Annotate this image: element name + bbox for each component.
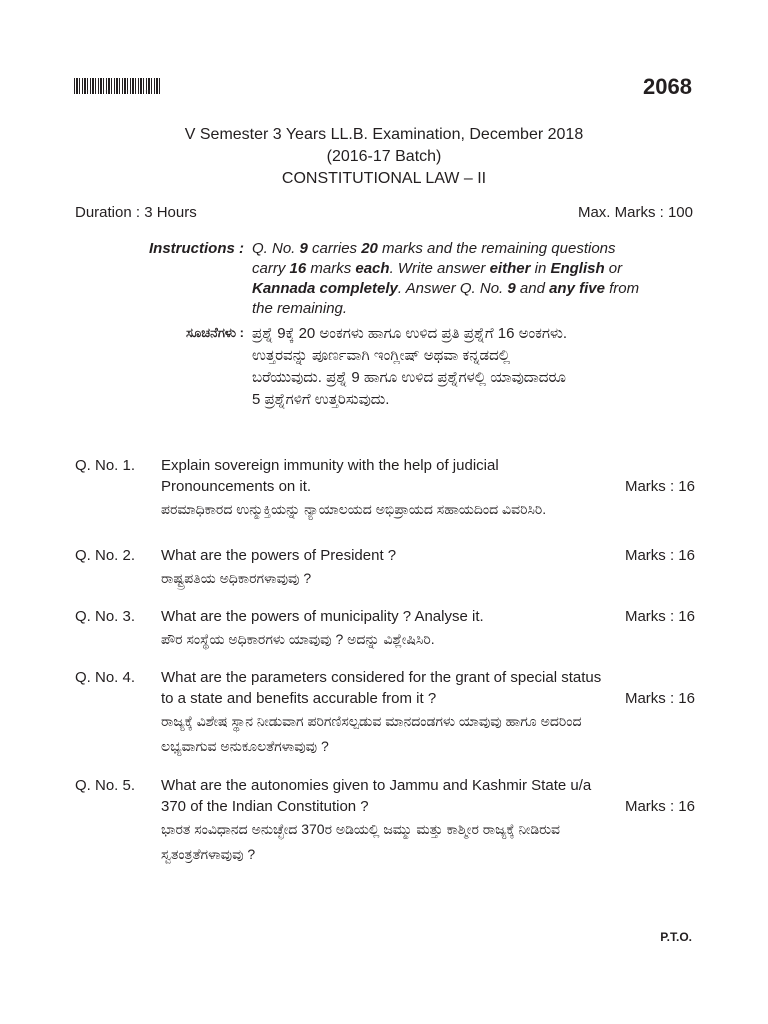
instr-part: in <box>530 260 551 277</box>
question-body <box>161 667 607 759</box>
instructions-label-kannada: ಸೂಚನೆಗಳು : <box>186 325 244 340</box>
question-body <box>161 545 607 591</box>
question-number: Q. No. 2. <box>75 547 136 564</box>
pto-label: P.T.O. <box>660 930 692 944</box>
instr-part: Q. No. <box>252 240 300 257</box>
instructions-label: Instructions : <box>148 240 244 257</box>
exam-batch: (2016-17 Batch) <box>326 148 442 165</box>
instructions-english <box>75 239 675 319</box>
instructions-kannada <box>75 323 675 411</box>
question-text-english: What are the parameters considered for the grant of special status to a state and benefits accurable from it ? <box>161 669 602 707</box>
question-text-english: What are the autonomies given to Jammu and Kashmir State u/a 370 of the Indian Constitution ? <box>161 777 592 815</box>
instructions-text <box>252 239 652 319</box>
kannada-line: ಪ್ರಶ್ನೆ 9ಕ್ಕೆ 20 ಅಂಕಗಳು ಹಾಗೂ ಉಳಿದ ಪ್ರತಿ ಪ್ರಶ್ನೆಗೆ 16 ಅಂಕಗಳು. <box>252 325 568 342</box>
instr-part: carries <box>307 240 362 257</box>
max-marks: Max. Marks : 100 <box>577 204 693 221</box>
instructions <box>75 239 675 411</box>
question-text-english: What are the powers of President ? <box>161 547 397 564</box>
question-marks: Marks : 16 <box>624 798 695 815</box>
instr-part: from the remaining. <box>252 280 640 317</box>
instr-bold: any five <box>549 280 605 297</box>
question-item <box>75 545 695 591</box>
question-number: Q. No. 5. <box>75 777 136 794</box>
question-marks: Marks : 16 <box>624 690 695 707</box>
question-item <box>75 455 695 522</box>
question-body <box>161 455 607 522</box>
instr-part: marks and the remaining questions carry <box>252 240 616 277</box>
instr-bold: 9 <box>299 240 308 257</box>
question-body <box>161 775 607 867</box>
instr-part: marks <box>306 260 356 277</box>
instr-part: and <box>515 280 550 297</box>
question-marks: Marks : 16 <box>624 478 695 495</box>
question-text-english: What are the powers of municipality ? Analyse it. <box>161 608 484 625</box>
question-text-kannada: ರಾಜ್ಯಕ್ಕೆ ವಿಶೇಷ ಸ್ಥಾನ ನೀಡುವಾಗ ಪರಿಗಣಿಸಲ್ಪಡುವ ಮಾನದಂಡಗಳು ಯಾವುವು ಹಾಗೂ ಅದರಿಂದ ಲಭ್ಯವಾಗುವ ಅನುಕೂಲತೆಗಳಾವುವು ? <box>161 713 582 754</box>
instr-bold: Kannada completely <box>252 280 398 297</box>
exam-subject: CONSTITUTIONAL LAW – II <box>281 170 487 187</box>
duration: Duration : 3 Hours <box>75 204 197 221</box>
question-text-kannada: ಪೌರ ಸಂಸ್ಥೆಯ ಅಧಿಕಾರಗಳು ಯಾವುವು ? ಅದನ್ನು ವಿಶ್ಲೇಷಿಸಿರಿ. <box>161 631 435 647</box>
instr-part: or <box>604 260 623 277</box>
exam-meta <box>75 204 693 221</box>
question-number: Q. No. 1. <box>75 457 136 474</box>
kannada-line: ಉತ್ತರವನ್ನು ಪೂರ್ಣವಾಗಿ ಇಂಗ್ಲೀಷ್ ಅಥವಾ ಕನ್ನಡದಲ್ಲಿ <box>252 347 511 364</box>
question-text-kannada: ರಾಷ್ಟ್ರಪತಿಯ ಅಧಿಕಾರಗಳಾವುವು ? <box>161 570 312 586</box>
question-marks: Marks : 16 <box>624 608 695 625</box>
question-body <box>161 606 607 652</box>
question-number: Q. No. 3. <box>75 608 136 625</box>
question-list <box>75 455 695 867</box>
instr-part: . Write answer <box>389 260 490 277</box>
question-item <box>75 667 695 759</box>
paper-code: 2068 <box>643 74 692 99</box>
exam-title: V Semester 3 Years LL.B. Examination, December 2018 <box>184 126 584 143</box>
instructions-text-kannada <box>252 323 652 411</box>
question-marks: Marks : 16 <box>624 547 695 564</box>
exam-header <box>0 124 768 190</box>
question-text-english: Explain sovereign immunity with the help of judicial Pronouncements on it. <box>161 457 499 495</box>
instr-part: . Answer Q. No. <box>397 280 508 297</box>
question-item <box>75 606 695 652</box>
question-number: Q. No. 4. <box>75 669 136 686</box>
question-text-kannada: ಭಾರತ ಸಂವಿಧಾನದ ಅನುಚ್ಛೇದ 370ರ ಅಡಿಯಲ್ಲಿ ಜಮ್ಮು ಮತ್ತು ಕಾಶ್ಮೀರ ರಾಜ್ಯಕ್ಕೆ ನೀಡಿರುವ ಸ್ವತಂತ್ರತೆಗಳಾವುವು ? <box>161 821 561 862</box>
instr-bold: 20 <box>361 240 378 257</box>
instr-bold: English <box>550 260 605 277</box>
instr-bold: 9 <box>507 280 516 297</box>
instr-bold: each <box>355 260 390 277</box>
question-text-kannada: ಪರಮಾಧಿಕಾರದ ಉನ್ಮುಕ್ತಿಯನ್ನು ನ್ಯಾಯಾಲಯದ ಅಭಿಪ್ರಾಯದ ಸಹಾಯದಿಂದ ವಿವರಿಸಿರಿ. <box>161 501 547 517</box>
kannada-line: 5 ಪ್ರಶ್ನೆಗಳಿಗೆ ಉತ್ತರಿಸುವುದು. <box>252 391 390 408</box>
kannada-line: ಬರೆಯುವುದು. ಪ್ರಶ್ನೆ 9 ಹಾಗೂ ಉಳಿದ ಪ್ರಶ್ನೆಗಳಲ್ಲಿ ಯಾವುದಾದರೂ <box>252 369 566 386</box>
instr-bold: 16 <box>289 260 307 277</box>
instr-bold: either <box>489 260 531 277</box>
barcode <box>74 78 160 94</box>
question-item <box>75 775 695 867</box>
